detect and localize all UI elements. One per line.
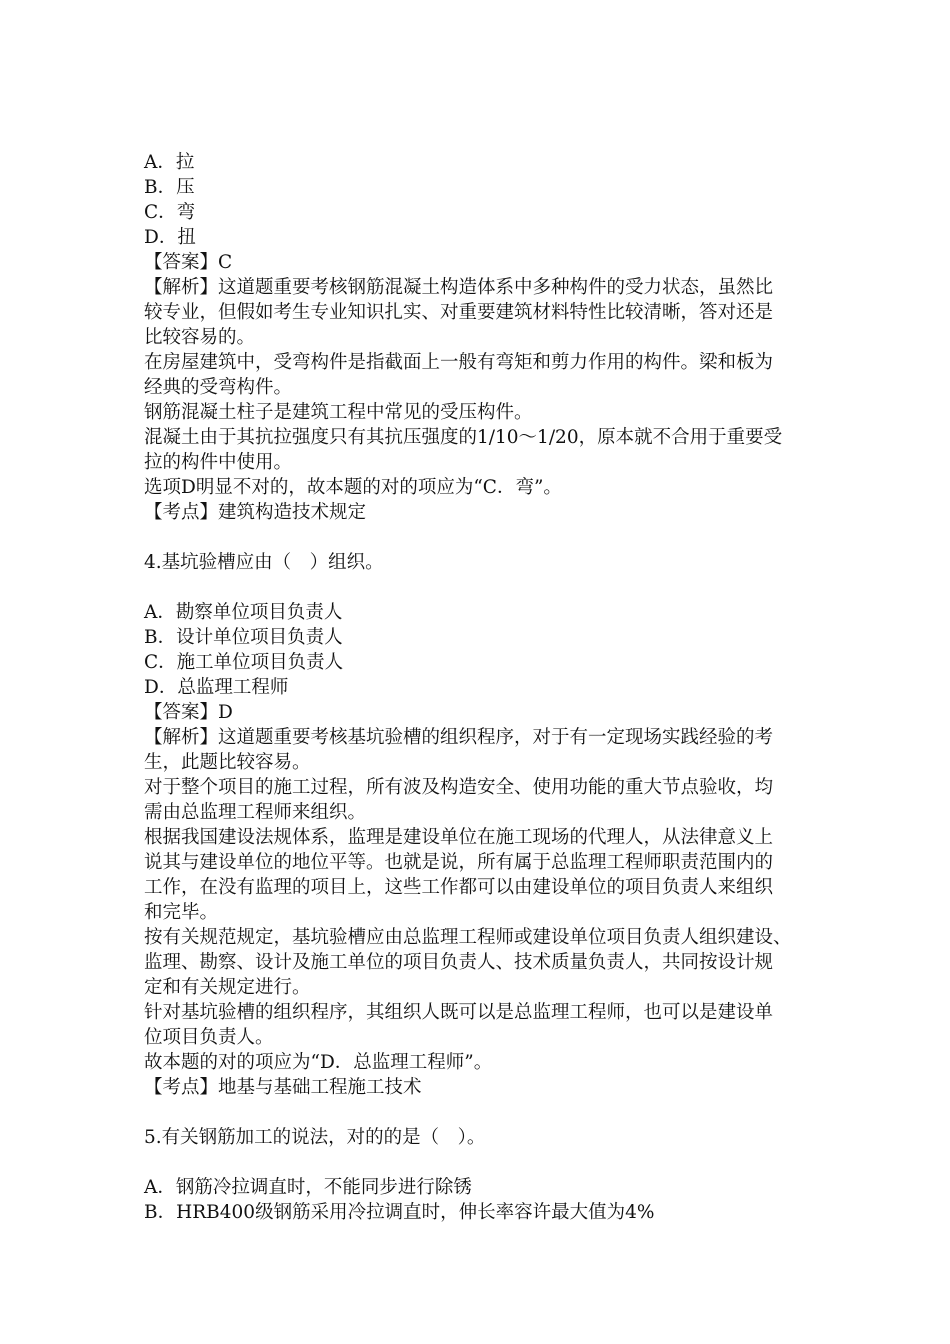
q4-analysis-line: 说其与建设单位的地位平等。也就是说，所有属于总监理工程师职责范围内的 [144, 852, 774, 873]
q4-analysis-line: 针对基坑验槽的组织程序，其组织人既可以是总监理工程师，也可以是建设单 [144, 1002, 774, 1023]
q3-analysis-line: 经典的受弯构件。 [144, 377, 293, 398]
q3-option-a: A．拉 [144, 152, 195, 173]
q4-answer: 【答案】D [144, 702, 233, 723]
q3-analysis-line: 比较容易的。 [144, 327, 256, 348]
q5-option-b: B．HRB400级钢筋采用冷拉调直时，伸长率容许最大值为4% [144, 1202, 655, 1223]
q5-question: 5.有关钢筋加工的说法，对的的是（ ）。 [144, 1127, 486, 1148]
q4-option-d: D．总监理工程师 [144, 677, 289, 698]
q3-analysis-line: 较专业，但假如考生专业知识扎实、对重要建筑材料特性比较清晰，答对还是 [144, 302, 774, 323]
spacer [144, 1150, 824, 1175]
q5-options [144, 1175, 824, 1225]
q4-options [144, 600, 824, 700]
q4-analysis-line: 和完毕。 [144, 902, 219, 923]
q3-exam-point: 【考点】建筑构造技术规定 [144, 502, 367, 523]
document-page [144, 150, 824, 1225]
q4-analysis-line: 监理、勘察、设计及施工单位的项目负责人、技术质量负责人，共同按设计规 [144, 952, 774, 973]
q4-analysis-line: 故本题的对的项应为“D．总监理工程师”。 [144, 1052, 493, 1073]
spacer [144, 1100, 824, 1125]
q4-analysis-line: 按有关规范规定，基坑验槽应由总监理工程师或建设单位项目负责人组织建设、 [144, 927, 792, 948]
q4-question: 4.基坑验槽应由（ ）组织。 [144, 552, 384, 573]
q3-analysis-line: 拉的构件中使用。 [144, 452, 293, 473]
q4-option-c: C．施工单位项目负责人 [144, 652, 344, 673]
q3-analysis-line: 【解析】这道题重要考核钢筋混凝土构造体系中多种构件的受力状态，虽然比 [144, 277, 774, 298]
q4-analysis-line: 位项目负责人。 [144, 1027, 274, 1048]
q5-option-a: A．钢筋冷拉调直时，不能同步进行除锈 [144, 1177, 472, 1198]
q4-analysis-line: 需由总监理工程师来组织。 [144, 802, 367, 823]
q3-analysis-line: 选项D明显不对的，故本题的对的项应为“C．弯”。 [144, 477, 562, 498]
q3-analysis-line: 钢筋混凝土柱子是建筑工程中常见的受压构件。 [144, 402, 533, 423]
q3-analysis-line: 在房屋建筑中，受弯构件是指截面上一般有弯矩和剪力作用的构件。梁和板为 [144, 352, 774, 373]
spacer [144, 575, 824, 600]
q4-exam-point: 【考点】地基与基础工程施工技术 [144, 1077, 422, 1098]
q4-analysis-line: 工作，在没有监理的项目上，这些工作都可以由建设单位的项目负责人来组织 [144, 877, 774, 898]
q4-analysis-line: 根据我国建设法规体系，监理是建设单位在施工现场的代理人，从法律意义上 [144, 827, 774, 848]
spacer [144, 525, 824, 550]
q3-option-c: C．弯 [144, 202, 196, 223]
q4-analysis [144, 725, 824, 1075]
q4-analysis-line: 定和有关规定进行。 [144, 977, 311, 998]
q3-answer: 【答案】C [144, 252, 233, 273]
q3-option-b: B．压 [144, 177, 195, 198]
q4-option-a: A．勘察单位项目负责人 [144, 602, 343, 623]
q3-analysis-line: 混凝土由于其抗拉强度只有其抗压强度的1/10～1/20，原本就不合用于重要受 [144, 427, 783, 448]
q4-analysis-line: 对于整个项目的施工过程，所有波及构造安全、使用功能的重大节点验收，均 [144, 777, 774, 798]
q4-analysis-line: 生，此题比较容易。 [144, 752, 311, 773]
q3-analysis [144, 275, 824, 500]
q3-options [144, 150, 824, 250]
q3-option-d: D．扭 [144, 227, 196, 248]
q4-analysis-line: 【解析】这道题重要考核基坑验槽的组织程序，对于有一定现场实践经验的考 [144, 727, 774, 748]
q4-option-b: B．设计单位项目负责人 [144, 627, 343, 648]
